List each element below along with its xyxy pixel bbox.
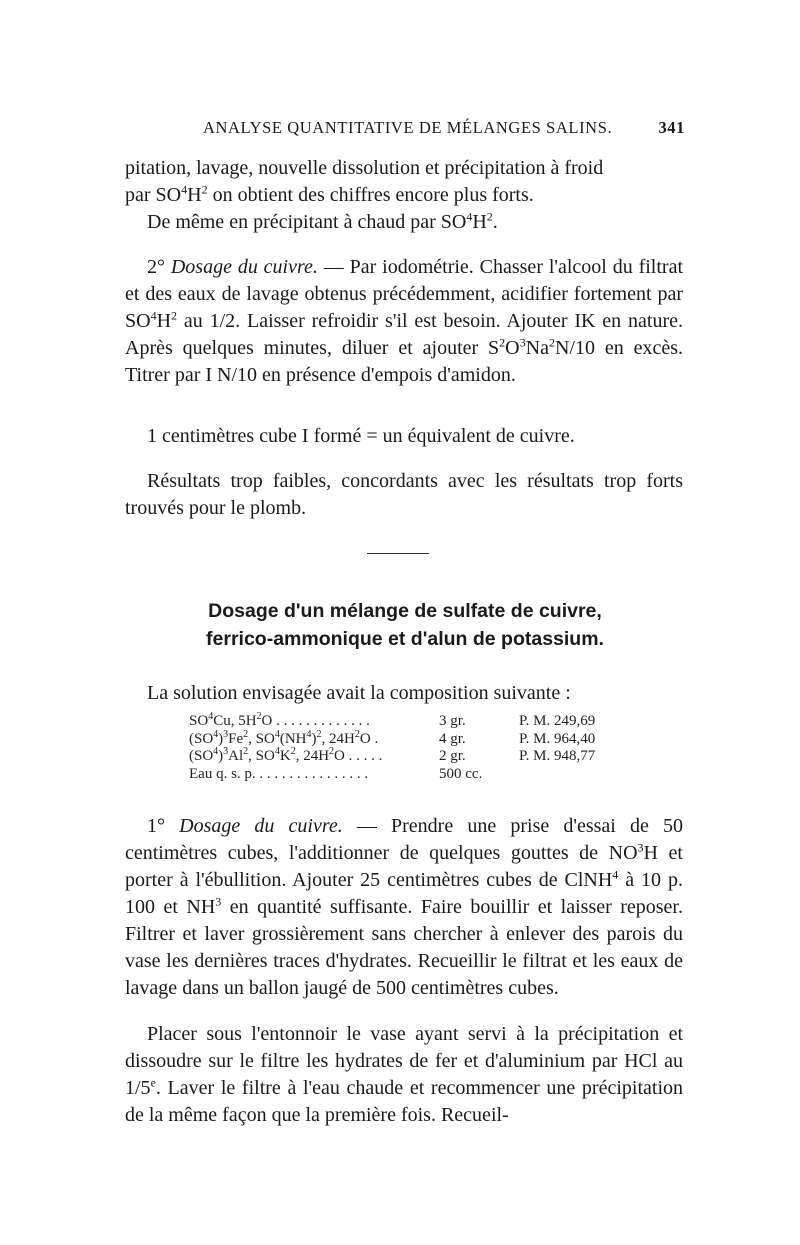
text-line: par $SO^4H^2$ on obtient des chiffres encore plus forts. [125,182,534,206]
paragraph-continuation [125,155,683,236]
composition-row: $(SO^4)^3Fe^2$, $SO^4(NH^4)^2$, $24H^2O$ . 4 gr. P. M. 964,40 [189,728,596,747]
page-number: 341 [658,118,685,137]
paragraph-precipitation: Placer sous l'entonnoir le vase ayant servi à la précipitation et dissoudre sur le filtre les hydrates de fer et d'aluminium par HCl au 1/5e. Laver le filtre à l'eau chaude et recommencer une précipitation de la même façon que la première fois. Recueil- [125,1023,683,1126]
composition-table [189,713,659,783]
paragraph-copper-iodometry: 2° Dosage du cuivre. — Par iodométrie. Chasser l'alcool du filtrat et des eaux de lavage obtenus précédemment, acidifier fortement par $SO^4H^2$ au 1/2. Laisser refroidir s'il est besoin. Ajouter IK en nature. Après quelques minutes, diluer et ajouter $S^2O^3Na^2N/10$ en excès. Titrer par I N/10 en présence d'empois d'amidon. [125,256,683,386]
paragraph-results: Résultats trop faibles, concordants avec les résultats trop forts trouvés pour le plomb. [125,470,683,519]
subsection-title: Dosage du cuivre. [179,815,343,837]
composition-row: Eau q. s. p. . . . . . . . . . . . . . . . 500 cc. [189,765,483,782]
section-heading: Dosage d'un mélange de sulfate de cuivre, ferrico-ammonique et d'alun de potassium. [206,600,604,650]
paragraph-copper-dosage: 1° Dosage du cuivre. — Prendre une prise d'essai de 50 centimètres cubes, l'additionner de quelques gouttes de $NO^3H$ et porter à l'ébullition. Ajouter 25 centimètres cubes de ClNH$^4$ à 10 p. 100 et $NH^3$ en quantité suffisante. Faire bouillir et laisser reposer. Filtrer et laver grossièrement sans chercher à enlever des parois du vase les dernières traces d'hydrates. Recueillir le filtrat et les eaux de lavage dans un ballon jaugé de 500 centimètres cubes. [125,815,683,999]
composition-row: $(SO^4)^3Al^2$, $SO^4K^2$, $24H^2O$ . . . . . 2 gr. P. M. 948,77 [189,746,596,764]
text-line: pitation, lavage, nouvelle dissolution et précipitation à froid [125,157,604,179]
subsection-title: Dosage du cuivre. [170,256,318,278]
composition-row: $SO^4Cu$, $5H^2O$ . . . . . . . . . . . . . 3 gr. P. M. 249,69 [189,711,596,729]
paragraph-equivalence: 1 centimètres cube I formé = un équivalent de cuivre. [147,425,575,447]
text-line: De même en précipitant à chaud par $SO^4H^2$. [147,209,498,233]
running-title: ANALYSE QUANTITATIVE DE MÉLANGES SALINS. [203,118,613,137]
composition-intro: La solution envisagée avait la composition suivante : [147,682,571,704]
section-separator [367,553,429,554]
